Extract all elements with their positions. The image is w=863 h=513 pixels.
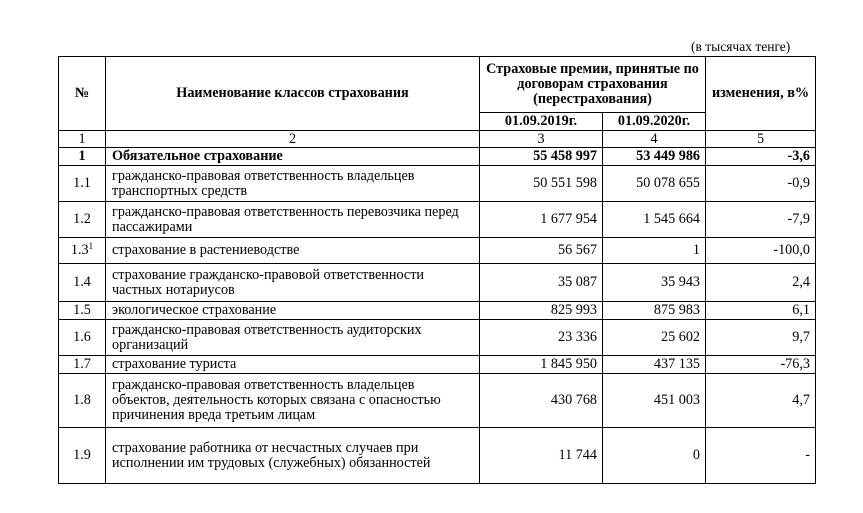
insurance-premiums-table xyxy=(58,56,816,484)
col-header-premiums: Страховые премии, принятые по договорам страхования (перестрахования) xyxy=(480,57,706,113)
col-number: 3 xyxy=(480,131,603,148)
change-percent: - xyxy=(706,428,816,484)
class-name: гражданско-правовая ответственность владельцев транспортных средств xyxy=(106,166,480,202)
table-row xyxy=(59,202,816,238)
header-row xyxy=(59,57,816,113)
change-percent: -3,6 xyxy=(706,148,816,166)
table-row xyxy=(59,356,816,374)
row-number: 1.4 xyxy=(59,264,106,302)
premium-2019: 1 677 954 xyxy=(480,202,603,238)
class-name: экологическое страхование xyxy=(106,302,480,320)
premium-2019: 50 551 598 xyxy=(480,166,603,202)
class-name: страхование в растениеводстве xyxy=(106,238,480,264)
change-percent: 2,4 xyxy=(706,264,816,302)
premium-2019: 825 993 xyxy=(480,302,603,320)
premium-2020: 875 983 xyxy=(603,302,706,320)
premium-2020: 53 449 986 xyxy=(603,148,706,166)
table-row xyxy=(59,302,816,320)
row-number: 1 xyxy=(59,148,106,166)
premium-2020: 35 943 xyxy=(603,264,706,302)
premium-2019: 430 768 xyxy=(480,374,603,428)
table-row xyxy=(59,374,816,428)
row-number: 1.9 xyxy=(59,428,106,484)
col-number: 5 xyxy=(706,131,816,148)
class-name: гражданско-правовая ответственность владельцев объектов, деятельность которых связана с опасностью причинения вреда третьим лицам xyxy=(106,374,480,428)
table-row xyxy=(59,238,816,264)
row-number: 1.6 xyxy=(59,320,106,356)
class-name: Обязательное страхование xyxy=(106,148,480,166)
table-row xyxy=(59,148,816,166)
col-header-number: № xyxy=(59,57,106,131)
table-row xyxy=(59,166,816,202)
row-number: 1.1 xyxy=(59,166,106,202)
premium-2019: 55 458 997 xyxy=(480,148,603,166)
change-percent: 4,7 xyxy=(706,374,816,428)
col-header-date-2019: 01.09.2019г. xyxy=(480,113,603,131)
change-percent: -100,0 xyxy=(706,238,816,264)
class-name: страхование работника от несчастных случаев при исполнении им трудовых (служебных) обязанностей xyxy=(106,428,480,484)
change-percent: -0,9 xyxy=(706,166,816,202)
col-number: 2 xyxy=(106,131,480,148)
premium-2020: 437 135 xyxy=(603,356,706,374)
change-percent: 6,1 xyxy=(706,302,816,320)
premium-2019: 35 087 xyxy=(480,264,603,302)
footnote-marker: 1 xyxy=(88,241,94,251)
premium-2020: 1 xyxy=(603,238,706,264)
col-header-date-2020: 01.09.2020г. xyxy=(603,113,706,131)
table-row xyxy=(59,428,816,484)
premium-2019: 23 336 xyxy=(480,320,603,356)
change-percent: -7,9 xyxy=(706,202,816,238)
row-number: 1.7 xyxy=(59,356,106,374)
premium-2020: 25 602 xyxy=(603,320,706,356)
unit-note: (в тысячах тенге) xyxy=(691,39,791,54)
table-row xyxy=(59,320,816,356)
col-number: 4 xyxy=(603,131,706,148)
premium-2020: 451 003 xyxy=(603,374,706,428)
premium-2019: 56 567 xyxy=(480,238,603,264)
class-name: страхование гражданско-правовой ответственности частных нотариусов xyxy=(106,264,480,302)
col-header-class-name: Наименование классов страхования xyxy=(106,57,480,131)
col-number: 1 xyxy=(59,131,106,148)
col-header-change: изменения, в% xyxy=(706,57,816,131)
change-percent: -76,3 xyxy=(706,356,816,374)
change-percent: 9,7 xyxy=(706,320,816,356)
row-number: $1.3^1$ xyxy=(59,238,106,264)
class-name: гражданско-правовая ответственность аудиторских организаций xyxy=(106,320,480,356)
class-name: гражданско-правовая ответственность перевозчика перед пассажирами xyxy=(106,202,480,238)
premium-2020: 50 078 655 xyxy=(603,166,706,202)
premium-2020: 1 545 664 xyxy=(603,202,706,238)
premium-2019: 1 845 950 xyxy=(480,356,603,374)
row-number: 1.8 xyxy=(59,374,106,428)
row-number: 1.5 xyxy=(59,302,106,320)
premium-2019: 11 744 xyxy=(480,428,603,484)
table-row xyxy=(59,264,816,302)
class-name: страхование туриста xyxy=(106,356,480,374)
row-number: 1.2 xyxy=(59,202,106,238)
column-numbers-row xyxy=(59,131,816,148)
premium-2020: 0 xyxy=(603,428,706,484)
